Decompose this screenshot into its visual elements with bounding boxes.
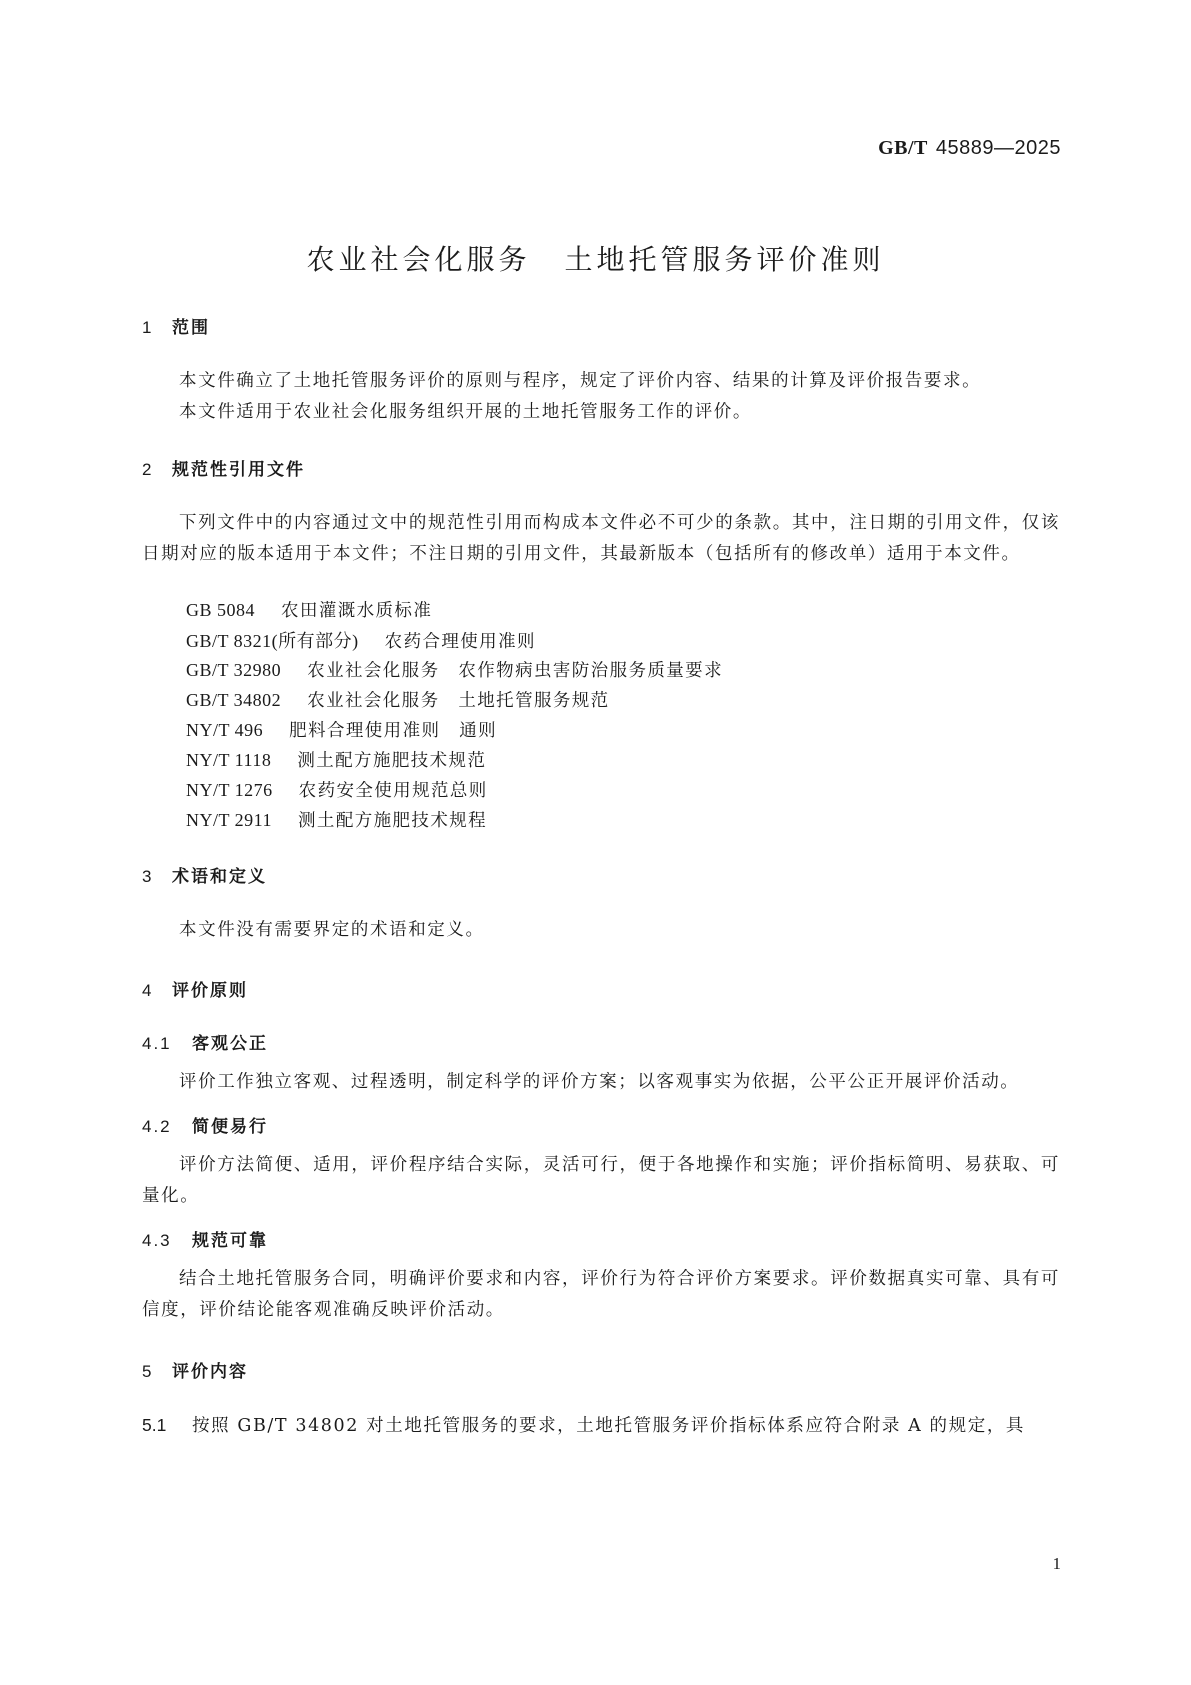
document-title	[0, 238, 1191, 278]
section-5-heading: 5 评价内容	[142, 1362, 248, 1382]
reference-item: NY/T 496 肥料合理使用准则 通则	[186, 720, 498, 741]
page-number: 1	[1052, 1554, 1061, 1573]
standard-code: 45889—2025	[935, 137, 1061, 159]
reference-item: NY/T 2911 测土配方施肥技术规程	[186, 810, 488, 831]
reference-item: GB 5084 农田灌溉水质标准	[186, 600, 433, 621]
title-part-1: 农业社会化服务	[306, 243, 531, 276]
title-part-2: 土地托管服务评价准则	[564, 243, 885, 276]
reference-item: GB/T 8321(所有部分) 农药合理使用准则	[186, 631, 536, 652]
section-1-paragraph-1: 本文件确立了土地托管服务评价的原则与程序，规定了评价内容、结果的计算及评价报告要求。	[179, 371, 982, 391]
reference-item: NY/T 1118 测土配方施肥技术规范	[186, 750, 487, 771]
section-1-heading: 1 范围	[142, 318, 210, 338]
standard-prefix: GB/T	[878, 137, 928, 159]
subsection-4-1-heading: 4.1 客观公正	[142, 1034, 268, 1054]
section-4-heading: 4 评价原则	[142, 981, 248, 1001]
section-3-heading: 3 术语和定义	[142, 867, 267, 887]
subsection-4-1-text: 评价工作独立客观、过程透明，制定科学的评价方案；以客观事实为依据，公平公正开展评价活动。	[179, 1072, 1020, 1092]
section-3-paragraph: 本文件没有需要界定的术语和定义。	[179, 920, 485, 940]
reference-item: GB/T 32980 农业社会化服务 农作物病虫害防治服务质量要求	[186, 660, 723, 681]
subsection-4-2-heading: 4.2 简便易行	[142, 1117, 268, 1137]
clause-5-1: 5.1 按照 GB/T 34802 对土地托管服务的要求，土地托管服务评价指标体系应符合附录 A 的规定，具	[142, 1415, 1026, 1436]
section-2-heading: 2 规范性引用文件	[142, 460, 305, 480]
subsection-4-3-heading: 4.3 规范可靠	[142, 1231, 268, 1251]
section-2-intro: 下列文件中的内容通过文中的规范性引用而构成本文件必不可少的条款。其中，注日期的引用文件，仅该日期对应的版本适用于本文件；不注日期的引用文件，其最新版本（包括所有的修改单）适用于本文件。	[142, 513, 1060, 564]
reference-item: NY/T 1276 农药安全使用规范总则	[186, 780, 488, 801]
subsection-4-2-text: 评价方法简便、适用，评价程序结合实际，灵活可行，便于各地操作和实施；评价指标简明、易获取、可量化。	[142, 1155, 1060, 1206]
section-1-paragraph-2: 本文件适用于农业社会化服务组织开展的土地托管服务工作的评价。	[179, 402, 752, 422]
subsection-4-3-text: 结合土地托管服务合同，明确评价要求和内容，评价行为符合评价方案要求。评价数据真实可靠、具有可信度，评价结论能客观准确反映评价活动。	[142, 1269, 1060, 1320]
reference-item: GB/T 34802 农业社会化服务 土地托管服务规范	[186, 690, 610, 711]
standard-number	[878, 137, 1061, 160]
